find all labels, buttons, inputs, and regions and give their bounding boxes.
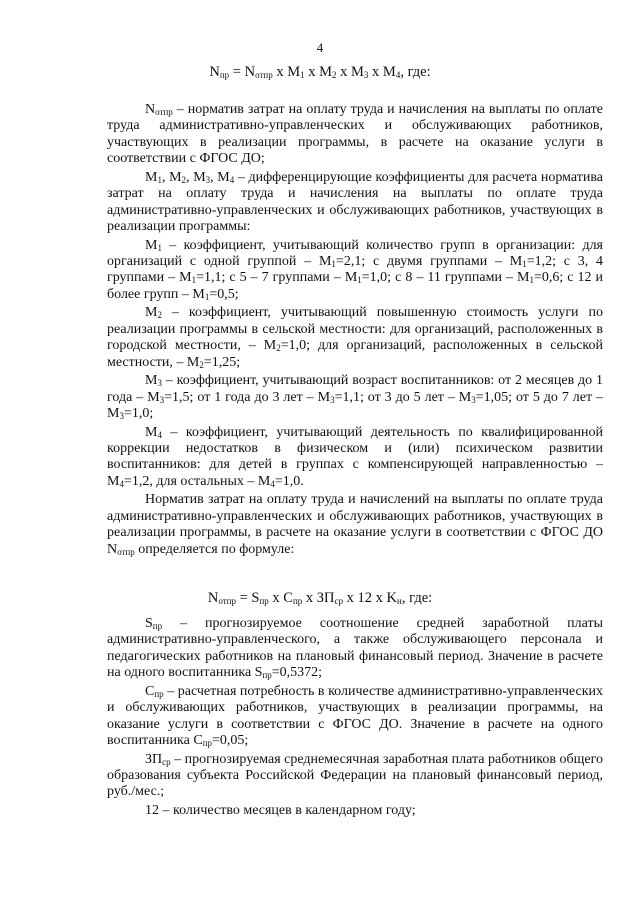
paragraph-spr: $S_{пр}$ – прогнозируемое соотношение средней заработной платы административно-управленческого, а также обслуживающего персонала и педагогических работников на плановый финансовый период. Значение в расчете на одного воспитанника $S_{пр}=0,5372$; [107,616,603,681]
paragraph-cpr: $C_{пр}$ – расчетная потребность в количестве административно-управленческих и обслуживающих работников, участвующих в реализации программы, на оказание услуги в соответствии с ФГОС ДО. Значение в расчете на одного воспитанника $C_{пр}=0,05$; [107,683,603,749]
paragraph-notpr-definition: $N_{отпр}$ – норматив затрат на оплату труда и начисления на выплаты по оплате труда административно-управленческих и обслуживающих работников, участвующих в реализации программы, в расчете на оказание услуги в соответствии с ФГОС ДО; [107,102,603,167]
paragraph-coefficients-intro: $M_1$, $M_2$, $M_3$, $M_4$ – дифференцирующие коэффициенты для расчета норматива затрат на оплату труда и начисления на выплаты по оплате труда административно-управленческих и обслуживающих работников, участвующих в реализации программы: [107,169,603,235]
paragraph-m1: $M_1$ – коэффициент, учитывающий количество групп в организации: для организаций с одной группой – $M_1=2,1$; с двумя группами – $M_1=1,2$; с 3, 4 группами – $M_1=1,1$; с 5 – 7 группами – $M_1=1,0$; с 8 – 11 группами – $M_1=0,6$; с 12 и более групп – $M_1=0,5$; [107,237,604,302]
paragraph-zpsr: $ЗП_{ср}$ – прогнозируемая среднемесячная заработная плата работников общего образования субъекта Российской Федерации на плановый финансовый период, руб./мес.; [107,751,603,800]
paragraph-m3: $M_3$ – коэффициент, учитывающий возраст воспитанников: от 2 месяцев до 1 года – $M_3=1,5$; от 1 года до 3 лет – $M_3=1,1$; от 3 до 5 лет – $M_3=1,05$; от 5 до 7 лет – $M_3=1,0$; [107,373,604,422]
definitions-block-2 [107,616,603,822]
paragraph-m4: $M_4$ – коэффициент, учитывающий деятельность по квалифицированной коррекции недостатков в физическом и (или) психическом развитии воспитанников: для детей в группах с компенсирующей направленностью – $M_4=1,2$, для остальных – $M_4=1,0$. [107,424,603,489]
page-number: 4 [316,40,324,55]
paragraph-m2: $M_2$ – коэффициент, учитывающий повышенную стоимость услуги по реализации программы в сельской местности: для организаций, расположенных в городской местности, – $M_2=1,0$; для организаций, расположенных в сельской местности, – $M_2=1,25$; [107,305,603,370]
formula-normative: $N_{пр} = N_{отпр}$ x $M_1$ x $M_2$ x $M_3$ x $M_4$, где: [209,64,431,80]
definitions-block-1 [107,102,603,560]
paragraph-twelve-months: 12 – количество месяцев в календарном году; [145,803,416,819]
formula-notpr: $N_{отпр} = S_{пр}$ x $C_{пр}$ x $ЗП_{ср}$ x 12 x $K_н$, где: [207,590,433,606]
paragraph-formula-intro: Норматив затрат на оплату труда и начислений на выплаты по оплате труда административно-управленческих и обслуживающих работников, участвующих в реализации программы, в расчете на оказание услуги в соответствии с ФГОС ДО $N_{отпр}$ определяется по формуле: [107,492,603,557]
